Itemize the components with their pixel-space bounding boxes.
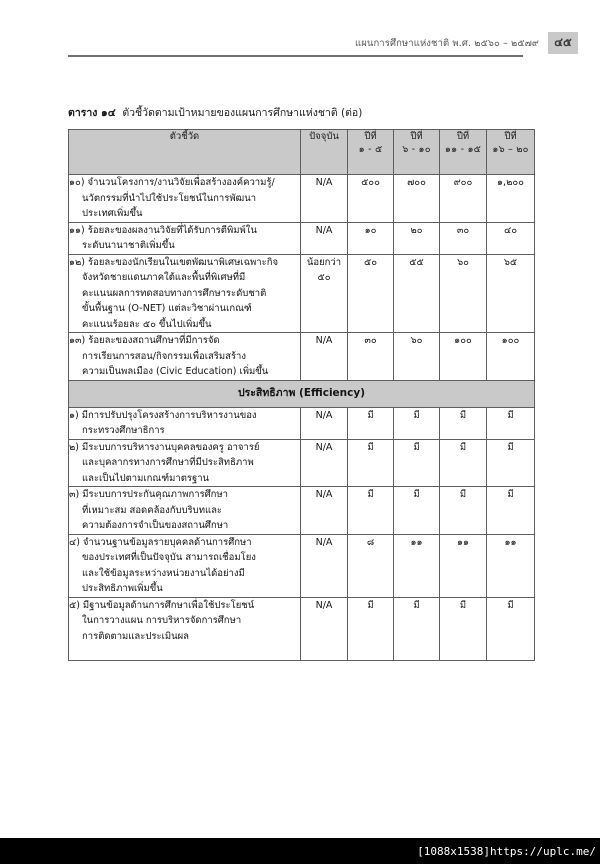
- table-row: [69, 439, 535, 487]
- table-row: [69, 407, 535, 439]
- year-1-5-cell: ๘: [348, 534, 394, 597]
- current-value-cell: N/A: [301, 439, 348, 487]
- table-head: [69, 130, 535, 175]
- year-11-15-cell: มี: [440, 439, 487, 487]
- year-6-10-cell: ๖๐: [394, 333, 440, 381]
- indicators-table: [68, 129, 535, 661]
- table-row: [69, 222, 535, 254]
- year-1-5-cell: มี: [348, 597, 394, 660]
- year-6-10-cell: ๒๐: [394, 222, 440, 254]
- year-6-10-cell: มี: [394, 439, 440, 487]
- year-6-10-cell: ๕๕: [394, 254, 440, 333]
- indicator-cell: ๕) มีฐานข้อมูลด้านการศึกษาเพื่อใช้ประโยชน์ ในการวางแผน การบริหารจัดการศึกษา การติดตามและประเมินผล: [69, 597, 301, 660]
- year-11-15-cell: มี: [440, 407, 487, 439]
- year-11-15-cell: มี: [440, 487, 487, 535]
- indicator-cell: ๑๓) ร้อยละของสถานศึกษาที่มีการจัด การเรียนการสอน/กิจกรรมเพื่อเสริมสร้าง ความเป็นพลเมือง (Civic Education) เพิ่มขึ้น: [69, 333, 301, 381]
- table-row: [69, 254, 535, 333]
- current-value-cell: N/A: [301, 534, 348, 597]
- running-header: [68, 36, 578, 62]
- year-11-15-cell: ๑๐๐: [440, 333, 487, 381]
- current-value-cell: N/A: [301, 175, 348, 223]
- indicator-cell: ๑๑) ร้อยละของผลงานวิจัยที่ได้รับการตีพิมพ์ใน ระดับนานาชาติเพิ่มขึ้น: [69, 222, 301, 254]
- table-row: [69, 597, 535, 660]
- year-6-10-cell: มี: [394, 487, 440, 535]
- current-value-cell: น้อยกว่า ๕๐: [301, 254, 348, 333]
- column-header-year-16-20: ปีที่ ๑๖ – ๒๐: [487, 130, 535, 175]
- current-value-cell: N/A: [301, 597, 348, 660]
- watermark-bar: [0, 838, 600, 864]
- year-16-20-cell: ๑๐๐: [487, 333, 535, 381]
- year-11-15-cell: ๓๐: [440, 222, 487, 254]
- year-1-5-cell: ๕๐๐: [348, 175, 394, 223]
- table-row: [69, 534, 535, 597]
- section-header-efficiency: ประสิทธิภาพ (Efficiency): [69, 380, 535, 407]
- indicator-cell: ๑๒) ร้อยละของนักเรียนในเขตพัฒนาพิเศษเฉพาะกิจ จังหวัดชายแดนภาคใต้และพื้นที่พิเศษที่มี คะแนนผลการทดสอบทางการศึกษาระดับชาติ ขั้นพื้นฐาน (O-NET) แต่ละวิชาผ่านเกณฑ์ คะแนนร้อยละ ๕๐ ขึ้นไปเพิ่มขึ้น: [69, 254, 301, 333]
- watermark-text: [1088x1538]https://uplc.me/: [417, 844, 596, 858]
- year-11-15-cell: ๙๐๐: [440, 175, 487, 223]
- year-16-20-cell: ๑๑: [487, 534, 535, 597]
- year-11-15-cell: ๑๑: [440, 534, 487, 597]
- year-1-5-cell: ๕๐: [348, 254, 394, 333]
- indicator-cell: ๓) มีระบบการประกันคุณภาพการศึกษา ที่เหมาะสม สอดคล้องกับบริบทและ ความต้องการจำเป็นของสถานศึกษา: [69, 487, 301, 535]
- section-header-row: [69, 380, 535, 407]
- table-caption-label: ตาราง ๑๔: [68, 107, 116, 119]
- page-number: ๔๕: [548, 32, 578, 54]
- column-header-current: ปัจจุบัน: [301, 130, 348, 175]
- year-16-20-cell: มี: [487, 439, 535, 487]
- current-value-cell: N/A: [301, 407, 348, 439]
- indicator-cell: ๔) จำนวนฐานข้อมูลรายบุคคลด้านการศึกษา ของประเทศที่เป็นปัจจุบัน สามารถเชื่อมโยง และใช้ข้อมูลระหว่างหน่วยงานได้อย่างมี ประสิทธิภาพเพิ่มขึ้น: [69, 534, 301, 597]
- year-16-20-cell: ๔๐: [487, 222, 535, 254]
- year-16-20-cell: มี: [487, 487, 535, 535]
- year-11-15-cell: ๖๐: [440, 254, 487, 333]
- year-1-5-cell: ๓๐: [348, 333, 394, 381]
- year-1-5-cell: มี: [348, 487, 394, 535]
- indicator-cell: ๑) มีการปรับปรุงโครงสร้างการบริหารงานของ กระทรวงศึกษาธิการ: [69, 407, 301, 439]
- year-16-20-cell: ๑,๒๐๐: [487, 175, 535, 223]
- year-16-20-cell: มี: [487, 597, 535, 660]
- column-header-year-1-5: ปีที่ ๑ - ๕: [348, 130, 394, 175]
- column-header-indicator: ตัวชี้วัด: [69, 130, 301, 175]
- column-header-year-11-15: ปีที่ ๑๑ - ๑๕: [440, 130, 487, 175]
- year-1-5-cell: มี: [348, 439, 394, 487]
- table-row: [69, 487, 535, 535]
- indicator-cell: ๒) มีระบบการบริหารงานบุคคลของครู อาจารย์ และบุคลากรทางการศึกษาที่มีประสิทธิภาพ และเป็นไปตามเกณฑ์มาตรฐาน: [69, 439, 301, 487]
- current-value-cell: N/A: [301, 333, 348, 381]
- header-title: แผนการศึกษาแห่งชาติ พ.ศ. ๒๕๖๐ – ๒๕๗๙: [354, 38, 539, 49]
- indicators-table-wrapper: [68, 129, 534, 661]
- table-row: [69, 333, 535, 381]
- table-caption-text: ตัวชี้วัดตามเป้าหมายของแผนการศึกษาแห่งชาติ (ต่อ): [122, 107, 363, 119]
- year-6-10-cell: ๑๑: [394, 534, 440, 597]
- header-divider: [68, 55, 523, 57]
- current-value-cell: N/A: [301, 487, 348, 535]
- year-6-10-cell: มี: [394, 407, 440, 439]
- year-16-20-cell: ๖๕: [487, 254, 535, 333]
- table-body: [69, 175, 535, 661]
- year-1-5-cell: มี: [348, 407, 394, 439]
- year-11-15-cell: มี: [440, 597, 487, 660]
- year-6-10-cell: ๗๐๐: [394, 175, 440, 223]
- table-row: [69, 175, 535, 223]
- current-value-cell: N/A: [301, 222, 348, 254]
- year-6-10-cell: มี: [394, 597, 440, 660]
- table-caption: [68, 104, 362, 121]
- year-1-5-cell: ๑๐: [348, 222, 394, 254]
- indicator-cell: ๑๐) จำนวนโครงการ/งานวิจัยเพื่อสร้างองค์ความรู้/ นวัตกรรมที่นำไปใช้ประโยชน์ในการพัฒนา ประเทศเพิ่มขึ้น: [69, 175, 301, 223]
- table-header-row: [69, 130, 535, 175]
- column-header-year-6-10: ปีที่ ๖ - ๑๐: [394, 130, 440, 175]
- year-16-20-cell: มี: [487, 407, 535, 439]
